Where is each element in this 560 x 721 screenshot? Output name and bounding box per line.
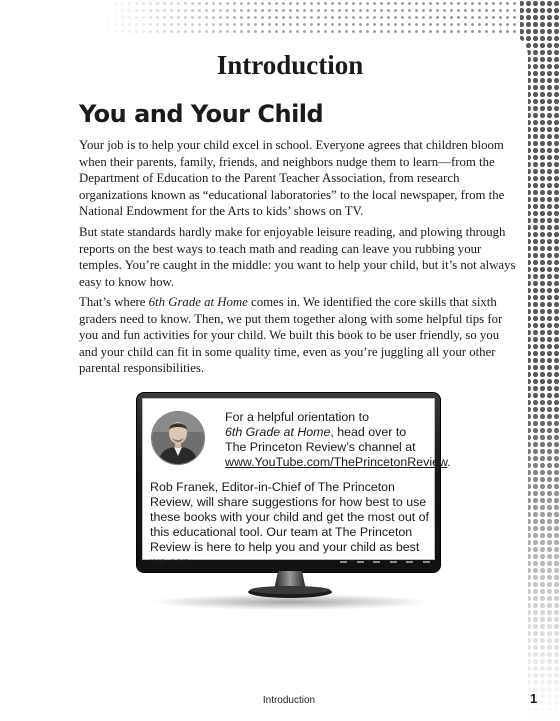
- callout-body: Rob Franek, Editor-in-Chief of The Princeton Review, will share suggestions for how best to use these books with your child and get the most out of this educational tool. Our team at The Princeton Review is here to help you and your child as best we can.: [150, 480, 429, 569]
- book-title: 6th Grade at Home: [148, 295, 248, 309]
- orientation-line-3: The Princeton Review’s channel at: [225, 440, 416, 454]
- monitor-screen: [142, 398, 451, 569]
- monitor-control-mark: [406, 561, 413, 563]
- monitor-control-mark: [390, 561, 397, 563]
- paragraph-1: Your job is to help your child excel in school. Everyone agrees that children bloom when their parents, family, friends, and neighbors nudge them to learn—from the Department of Education to the Parent Teacher Association, from research organizations known as “educational laboratories” to the local newspaper, from the National Endowment for the Arts to kids’ shows on TV.: [79, 138, 505, 218]
- callout-book-title: 6th Grade at Home: [225, 425, 331, 439]
- person-portrait-icon: [151, 411, 205, 465]
- paragraph-3-start: That’s where: [79, 295, 149, 309]
- page-title: Introduction: [216, 50, 364, 80]
- youtube-link[interactable]: www.YouTube.com/ThePrincetonReview: [225, 455, 448, 469]
- orientation-line-2: , head over to: [330, 425, 407, 439]
- page-number: 1: [530, 691, 538, 706]
- orientation-line-1: For a helpful orientation to: [225, 410, 369, 424]
- paragraph-3: [79, 294, 519, 377]
- footer-label: Introduction: [262, 695, 316, 706]
- monitor-control-labels: [340, 561, 430, 567]
- paragraph-3-rest: comes in. We identified the core skills that sixth graders need to know. Then, we put them together along with some helpful tips for you and fun activities for your child. We built this book to be user friendly, so you and your child can fit in some quality time, even as you’re juggling all your other parental responsibilities.: [79, 295, 503, 375]
- section-heading: You and Your Child: [79, 100, 324, 128]
- monitor-control-mark: [423, 561, 430, 563]
- url-suffix: .: [447, 455, 451, 469]
- monitor-control-mark: [357, 561, 364, 563]
- paragraph-2: But state standards hardly make for enjoyable leisure reading, and plowing through reports on the best ways to teach math and reading can leave you rubbing your temples. You’re caught in the middle: you want to help your child, but it’s not always easy to know how.: [79, 225, 516, 289]
- monitor-control-mark: [340, 561, 347, 563]
- orientation-text: [225, 410, 451, 470]
- monitor-control-mark: [373, 561, 380, 563]
